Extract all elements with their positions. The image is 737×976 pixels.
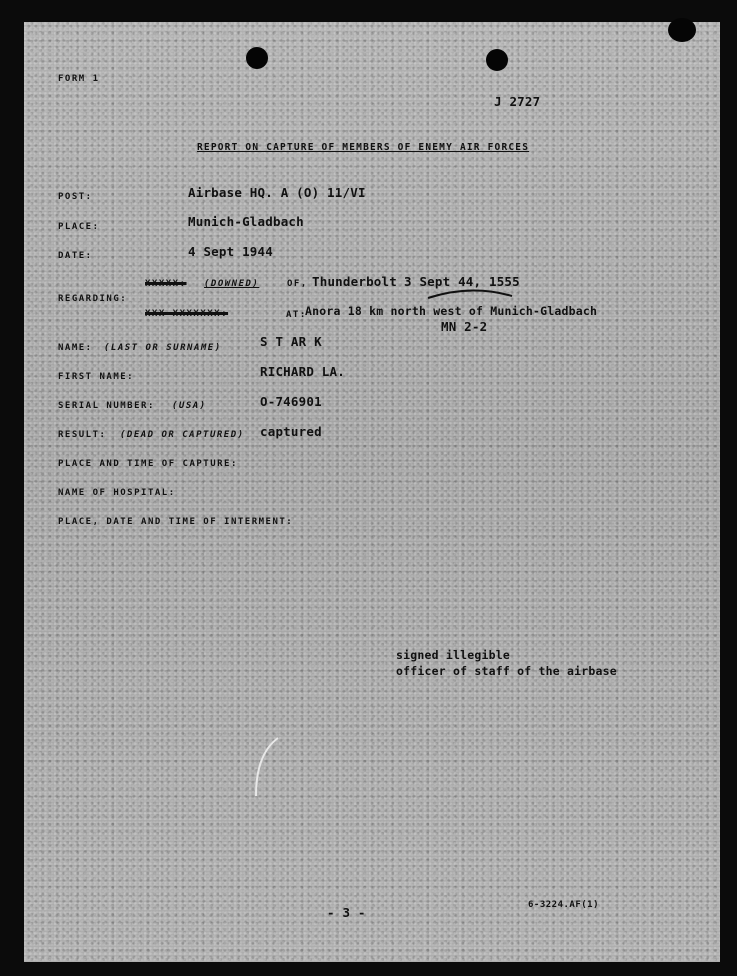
regarding-label: REGARDING: <box>58 294 128 304</box>
form-label: FORM 1 <box>58 74 100 84</box>
document-number: J 2727 <box>494 94 541 109</box>
punch-hole <box>668 18 696 42</box>
signature-line-1: signed illegible <box>396 648 510 662</box>
footer-code: 6-3224.AF(1) <box>528 900 600 910</box>
serial-hint: (USA) <box>172 401 207 411</box>
report-title: REPORT ON CAPTURE OF MEMBERS OF ENEMY AIR FORCES <box>197 142 530 153</box>
name-hint: (LAST OR SURNAME) <box>104 343 222 353</box>
regarding-at: AT: <box>286 310 307 320</box>
handwritten-curve-mark <box>426 288 516 302</box>
date-value: 4 Sept 1944 <box>188 244 273 259</box>
name-label: NAME: <box>58 343 93 353</box>
interment-label: PLACE, DATE AND TIME OF INTERMENT: <box>58 517 294 527</box>
serial-label: SERIAL NUMBER: <box>58 401 155 411</box>
document-page <box>24 22 720 962</box>
regarding-grid: MN 2-2 <box>441 319 488 334</box>
stray-pen-mark <box>248 734 288 804</box>
regarding-struck-option: XXXXX: <box>145 279 187 289</box>
regarding-aircraft: Thunderbolt <box>312 274 397 289</box>
serial-value: O-746901 <box>260 394 322 409</box>
place-label: PLACE: <box>58 222 100 232</box>
result-hint: (DEAD OR CAPTURED) <box>120 430 245 440</box>
post-label: POST: <box>58 192 93 202</box>
regarding-downed: (DOWNED) <box>204 279 260 289</box>
place-value: Munich-Gladbach <box>188 214 304 229</box>
regarding-location: Anora 18 km north west of Munich-Gladbach <box>305 304 598 318</box>
regarding-struck-option-2: XXX XXXXXXX: <box>145 309 229 319</box>
first-name-label: FIRST NAME: <box>58 372 135 382</box>
hospital-label: NAME OF HOSPITAL: <box>58 488 176 498</box>
first-name-value: RICHARD LA. <box>260 364 345 379</box>
result-label: RESULT: <box>58 430 107 440</box>
place-time-capture-label: PLACE AND TIME OF CAPTURE: <box>58 459 238 469</box>
date-label: DATE: <box>58 251 93 261</box>
post-value: Airbase HQ. A (O) 11/VI <box>188 185 366 200</box>
result-value: captured <box>260 424 322 439</box>
punch-hole <box>246 47 268 69</box>
page-number: - 3 - <box>327 905 366 920</box>
regarding-of: OF, <box>287 279 308 289</box>
punch-hole <box>486 49 508 71</box>
regarding-date: 3 Sept 44, 1555 <box>404 274 520 289</box>
signature-line-2: officer of staff of the airbase <box>396 664 617 678</box>
name-value: S T AR K <box>260 334 322 349</box>
